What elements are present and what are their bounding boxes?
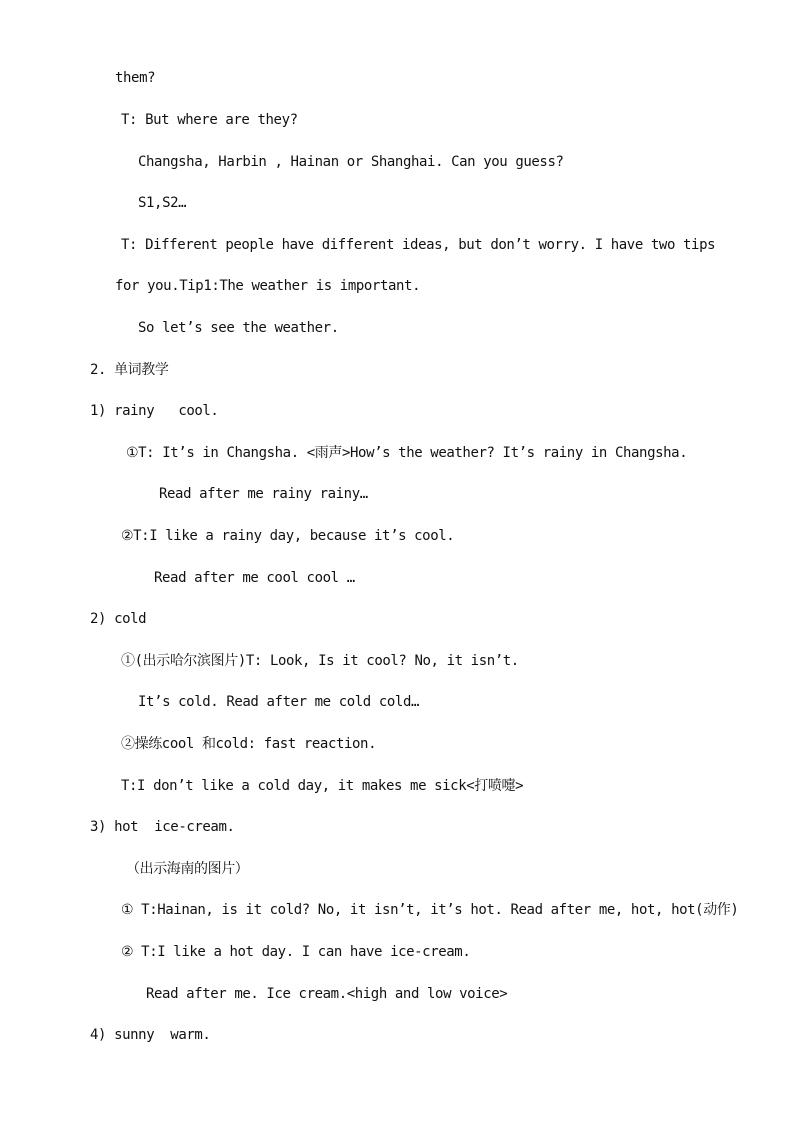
text-line: It’s cold. Read after me cold cold… [138, 694, 420, 710]
subsection-heading: 4) sunny warm. [90, 1027, 211, 1043]
text-line: S1,S2… [138, 195, 187, 211]
section-heading: 2. 单词教学 [90, 362, 169, 378]
subsection-heading: 3) hot ice-cream. [90, 819, 235, 835]
text-line: Changsha, Harbin , Hainan or Shanghai. Can you guess? [138, 154, 564, 170]
subsection-heading: 2) cold [90, 611, 147, 627]
text-line: Read after me cool cool … [154, 570, 355, 586]
text-line: T: Different people have different ideas, but don’t worry. I have two tips [121, 237, 716, 253]
text-line: them? [115, 70, 156, 86]
text-line: ①T: It’s in Changsha. <雨声>How’s the weather? It’s rainy in Changsha. [126, 445, 688, 461]
text-line: （出示海南的图片） [126, 861, 249, 877]
text-line: for you.Tip1:The weather is important. [115, 278, 421, 294]
text-line: ② T:I like a hot day. I can have ice-cream. [121, 944, 471, 960]
text-line: Read after me. Ice cream.<high and low voice> [146, 986, 508, 1002]
text-line: ②T:I like a rainy day, because it’s cool. [121, 528, 455, 544]
text-line: So let’s see the weather. [138, 320, 339, 336]
text-line: ②操练cool 和cold: fast reaction. [121, 736, 377, 752]
text-line: T:I don’t like a cold day, it makes me sick<打喷嚏> [121, 778, 524, 794]
text-line: Read after me rainy rainy… [159, 486, 368, 502]
subsection-heading: 1) rainy cool. [90, 403, 219, 419]
text-line: T: But where are they? [121, 112, 298, 128]
text-line: ①(出示哈尔滨图片)T: Look, Is it cool? No, it isn’t. [121, 653, 519, 669]
text-line: ① T:Hainan, is it cold? No, it isn’t, it’s hot. Read after me, hot, hot(动作) [121, 902, 739, 918]
